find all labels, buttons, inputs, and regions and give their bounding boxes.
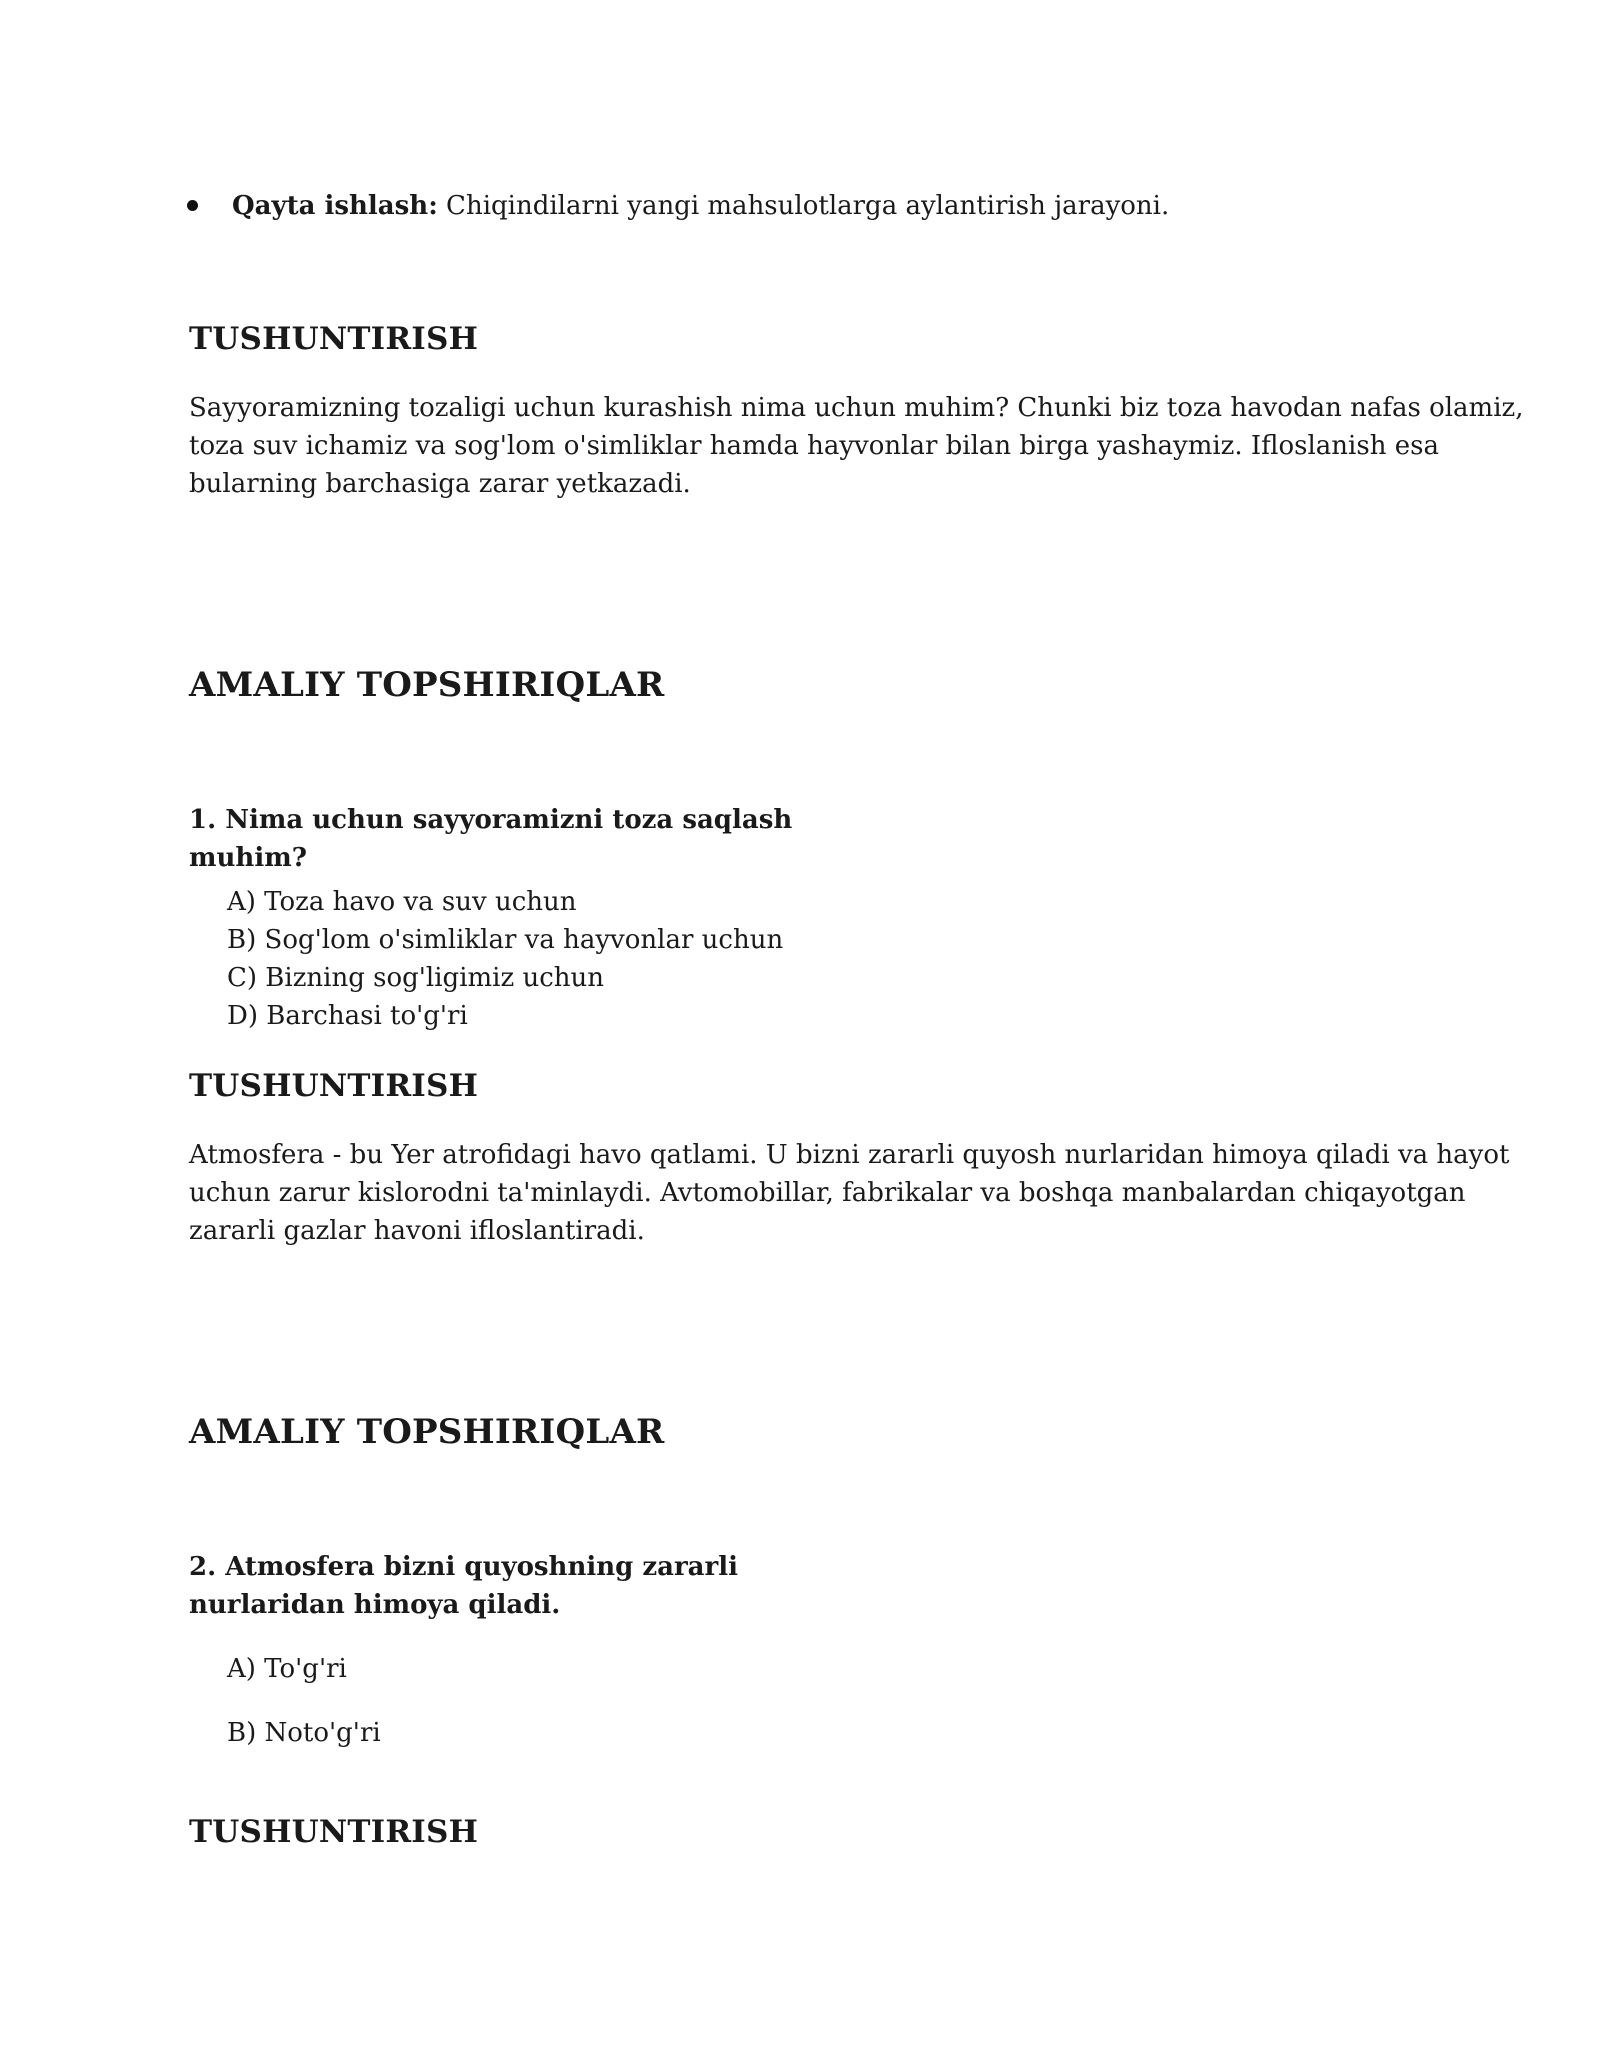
paragraph-line: bularning barchasiga zarar yetkazadi.: [189, 469, 691, 499]
explanation-paragraph-2: [189, 1136, 1509, 1250]
explanation-paragraph-1: [189, 389, 1523, 503]
paragraph-line: Atmosfera - bu Yer atrofidagi havo qatlami. U bizni zararli quyosh nurlaridan himoya qiladi va hayot: [189, 1140, 1510, 1170]
paragraph-line: zararli gazlar havoni ifloslantiradi.: [189, 1216, 645, 1246]
paragraph-line: toza suv ichamiz va sog'lom o'simliklar hamda hayvonlar bilan birga yashaymiz. Ifloslanish esa: [189, 431, 1439, 461]
section-heading-tasks-1: AMALIY TOPSHIRIQLAR: [189, 665, 665, 705]
question-line: nurlaridan himoya qiladi.: [189, 1590, 561, 1620]
question-2-title: [189, 1548, 738, 1624]
question-1-title: [189, 801, 792, 877]
question-1-option-b: B) Sog'lom o'simliklar va hayvonlar uchun: [227, 925, 784, 955]
question-1-option-a: A) Toza havo va suv uchun: [227, 887, 577, 917]
question-1-option-c: C) Bizning sog'ligimiz uchun: [227, 963, 604, 993]
bullet-item: [187, 188, 1169, 224]
question-line: 1. Nima uchun sayyoramizni toza saqlash: [189, 805, 793, 835]
question-1-option-d: D) Barchasi to'g'ri: [227, 1001, 468, 1031]
question-line: muhim?: [189, 843, 307, 873]
question-line: 2. Atmosfera bizni quyoshning zararli: [189, 1552, 738, 1582]
bullet-point: [187, 200, 198, 211]
bullet-term: Qayta ishlash:: [232, 191, 438, 221]
bullet-text: Chiqindilarni yangi mahsulotlarga aylantirish jarayoni.: [437, 191, 1170, 221]
question-2-option-a: A) To'g'ri: [227, 1654, 347, 1684]
paragraph-line: Sayyoramizning tozaligi uchun kurashish nima uchun muhim? Chunki biz toza havodan nafas olamiz,: [189, 393, 1524, 423]
section-heading-explanation-3: TUSHUNTIRISH: [189, 1814, 479, 1850]
question-2-option-b: B) Noto'g'ri: [227, 1718, 381, 1748]
section-heading-tasks-2: AMALIY TOPSHIRIQLAR: [189, 1412, 665, 1452]
paragraph-line: uchun zarur kislorodni ta'minlaydi. Avtomobillar, fabrikalar va boshqa manbalardan chiqayotgan: [189, 1178, 1466, 1208]
section-heading-explanation-2: TUSHUNTIRISH: [189, 1068, 479, 1104]
section-heading-explanation-1: TUSHUNTIRISH: [189, 321, 479, 357]
